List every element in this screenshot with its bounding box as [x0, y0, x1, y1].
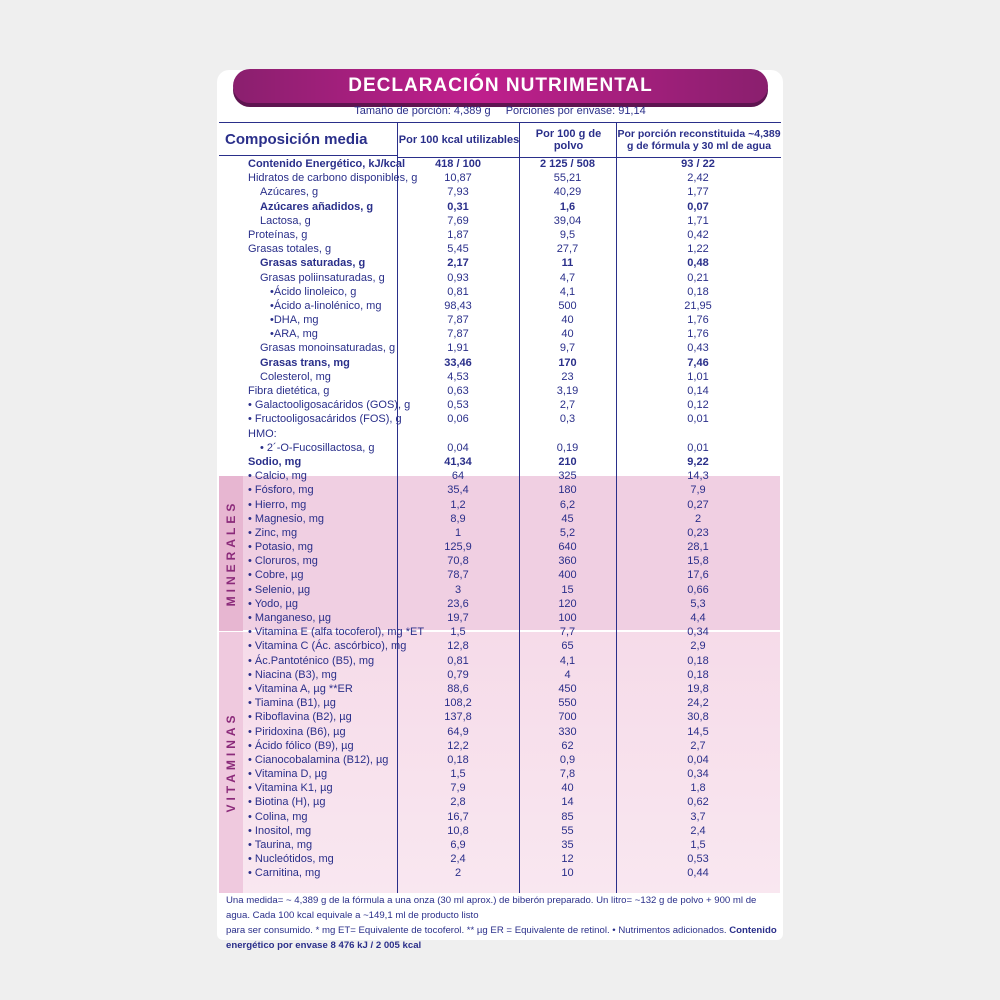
value-per-100g: 0,19 — [556, 441, 579, 454]
nutrient-name: • Vitamina K1, µg — [248, 782, 333, 795]
nutrient-name: • Galactooligosacáridos (GOS), g — [248, 399, 411, 412]
value-per-portion: 1,01 — [687, 370, 709, 383]
value-per-100g: 55 — [561, 824, 574, 837]
value-per-portion: 0,01 — [687, 441, 709, 454]
value-per-portion: 0,04 — [687, 753, 709, 766]
nutrient-name: Colesterol, mg — [260, 370, 331, 383]
vitamins-label: VITAMINAS — [224, 711, 238, 813]
nutrient-name: • Cobre, µg — [248, 569, 304, 582]
table-row — [219, 398, 780, 412]
footer-energy-per-pack: Contenido energético por envase 8 476 kJ / 2 005 kcal — [226, 925, 777, 951]
value-per-100g: 40,29 — [553, 186, 582, 199]
value-per-100kcal: 88,6 — [447, 682, 469, 695]
value-per-portion: 0,48 — [687, 257, 709, 270]
value-per-100kcal: 7,87 — [447, 314, 469, 327]
value-per-100g: 170 — [558, 356, 577, 369]
value-per-100kcal: 0,81 — [447, 654, 469, 667]
table-row — [219, 597, 780, 611]
value-per-portion: 2,4 — [690, 824, 706, 837]
value-per-100kcal: 70,8 — [447, 555, 469, 568]
value-per-100g: 550 — [558, 697, 577, 710]
nutrient-name: • Piridoxina (B6), µg — [248, 725, 346, 738]
value-per-portion: 1,8 — [690, 782, 706, 795]
nutrient-name: Fibra dietética, g — [248, 385, 330, 397]
value-per-100g: 85 — [561, 810, 574, 823]
table-row — [219, 654, 780, 668]
value-per-100kcal: 78,7 — [447, 569, 469, 582]
nutrient-name: Lactosa, g — [260, 214, 311, 227]
nutrient-name: • Fructooligosacáridos (FOS), g — [248, 413, 402, 426]
table-row — [219, 852, 780, 866]
value-per-100g: 4,7 — [559, 271, 576, 284]
value-per-portion: 1,76 — [687, 328, 709, 341]
nutrient-name: Contenido Energético, kJ/kcal — [248, 158, 406, 170]
value-per-portion: 0,34 — [687, 768, 709, 781]
value-per-100kcal: 0,31 — [447, 200, 469, 213]
value-per-100g: 27,7 — [556, 243, 579, 256]
table-row — [219, 611, 780, 625]
value-per-100kcal: 10,87 — [444, 172, 472, 185]
nutrient-name: Grasas monoinsaturadas, g — [260, 342, 396, 355]
value-per-100g: 4,1 — [559, 654, 576, 667]
table-row — [219, 810, 780, 824]
header-composition: Composición media — [219, 122, 397, 156]
value-per-100g: 500 — [558, 299, 577, 312]
value-per-100g: 14 — [561, 796, 574, 809]
value-per-100kcal: 1,5 — [450, 626, 466, 639]
table-row — [219, 512, 780, 526]
value-per-100kcal: 7,69 — [447, 214, 469, 227]
value-per-100g: 360 — [558, 555, 577, 568]
value-per-100g: 55,21 — [553, 172, 582, 185]
nutrient-name: • Niacina (B3), mg — [248, 668, 337, 681]
table-row — [219, 271, 780, 285]
table-row — [219, 200, 780, 214]
value-per-100kcal: 1,91 — [447, 342, 469, 355]
table-row — [219, 356, 780, 370]
value-per-100g: 0,3 — [559, 413, 576, 426]
value-per-100kcal: 98,43 — [444, 299, 472, 312]
value-per-100g: 45 — [561, 512, 574, 525]
value-per-100kcal: 41,34 — [444, 455, 472, 468]
value-per-100g: 210 — [558, 455, 577, 468]
value-per-100g: 700 — [558, 711, 577, 724]
table-row — [219, 327, 780, 341]
table-row — [219, 341, 780, 355]
value-per-portion: 24,2 — [687, 697, 709, 710]
value-per-100g: 40 — [561, 782, 574, 795]
nutrient-name: • Potasio, mg — [248, 541, 313, 554]
value-per-100g: 23 — [561, 370, 574, 383]
table-row — [219, 469, 780, 483]
value-per-portion: 0,53 — [687, 853, 709, 866]
footer-line-2 — [226, 923, 778, 953]
value-per-portion: 5,3 — [690, 597, 706, 610]
nutrition-rows — [219, 157, 780, 881]
value-per-100g: 65 — [561, 640, 574, 653]
value-per-100g: 2 125 / 508 — [539, 158, 596, 170]
nutrient-name: Azúcares añadidos, g — [260, 200, 374, 213]
nutrient-name: HMO: — [248, 427, 277, 440]
value-per-100kcal: 7,9 — [450, 782, 466, 795]
value-per-portion: 2,7 — [690, 739, 706, 752]
table-row — [219, 285, 780, 299]
footer-notes — [226, 893, 778, 953]
value-per-100kcal: 137,8 — [444, 711, 472, 724]
value-per-portion: 3,7 — [690, 810, 706, 823]
nutrient-name: • Zinc, mg — [248, 526, 298, 539]
value-per-100g: 7,7 — [559, 626, 576, 639]
value-per-100kcal: 2,8 — [450, 796, 466, 809]
minerals-label: MINERALES — [224, 499, 238, 607]
value-per-100kcal: 0,53 — [447, 399, 469, 412]
value-per-100kcal: 7,93 — [447, 186, 469, 199]
value-per-100g: 7,8 — [559, 768, 576, 781]
table-row — [219, 498, 780, 512]
value-per-portion: 0,23 — [687, 526, 709, 539]
table-row — [219, 639, 780, 653]
value-per-100kcal: 0,81 — [447, 285, 469, 298]
panel-title: DECLARACIÓN NUTRIMENTAL — [233, 69, 768, 103]
value-per-portion: 14,5 — [687, 725, 709, 738]
value-per-100kcal: 0,63 — [447, 385, 469, 397]
nutrient-name: • Ácido fólico (B9), µg — [248, 739, 354, 752]
value-per-100kcal: 0,18 — [447, 753, 469, 766]
value-per-portion: 0,44 — [687, 867, 709, 880]
table-row — [219, 668, 780, 682]
value-per-100kcal: 1,87 — [447, 228, 469, 241]
nutrient-name: • Hierro, mg — [248, 498, 307, 511]
nutrient-name: Grasas totales, g — [248, 243, 332, 256]
value-per-100g: 11 — [561, 257, 574, 270]
value-per-100kcal: 108,2 — [444, 697, 472, 710]
table-row — [219, 455, 780, 469]
table-row — [219, 185, 780, 199]
value-per-100g: 15 — [561, 583, 574, 596]
nutrient-name: • 2´-O-Fucosillactosa, g — [260, 441, 375, 454]
value-per-100g: 12 — [561, 853, 574, 866]
value-per-100g: 6,2 — [559, 498, 576, 511]
value-per-100kcal: 0,04 — [447, 441, 469, 454]
serving-size: Tamaño de porción: 4,389 g — [354, 105, 491, 117]
table-row — [219, 313, 780, 327]
nutrient-name: • Ác.Pantoténico (B5), mg — [248, 654, 375, 667]
value-per-portion: 28,1 — [687, 541, 709, 554]
value-per-portion: 0,21 — [687, 271, 709, 284]
nutrient-name: Grasas poliinsaturadas, g — [260, 271, 385, 284]
value-per-portion: 17,6 — [687, 569, 709, 582]
value-per-portion: 2 — [694, 512, 702, 525]
nutrient-name: •Ácido a-linolénico, mg — [270, 299, 382, 312]
table-row — [219, 710, 780, 724]
value-per-100kcal: 10,8 — [447, 824, 469, 837]
value-per-portion: 0,18 — [687, 668, 709, 681]
value-per-100kcal: 16,7 — [447, 810, 469, 823]
value-per-portion: 1,77 — [687, 186, 709, 199]
table-row — [219, 370, 780, 384]
value-per-portion: 0,27 — [687, 498, 709, 511]
value-per-portion: 7,46 — [687, 356, 709, 369]
table-row — [219, 781, 780, 795]
value-per-100kcal: 5,45 — [447, 243, 469, 256]
value-per-100kcal: 125,9 — [444, 541, 472, 554]
footer-line-1: Una medida= ~ 4,389 g de la fórmula a una onza (30 ml aprox.) de biberón preparado. Un litro= ~132 g de polvo + 900 ml de agua. Cada 100 kcal equivale a ~149,1 ml de producto listo — [226, 895, 757, 921]
nutrient-name: • Tiamina (B1), µg — [248, 697, 336, 710]
table-row — [219, 824, 780, 838]
value-per-100g: 40 — [561, 328, 574, 341]
value-per-100kcal: 64,9 — [447, 725, 469, 738]
nutrient-name: • Calcio, mg — [248, 470, 307, 483]
value-per-100g: 35 — [561, 839, 574, 851]
value-per-portion: 93 / 22 — [681, 158, 715, 170]
value-per-portion: 21,95 — [684, 299, 712, 312]
value-per-100kcal: 1,2 — [450, 498, 466, 511]
value-per-100g: 10 — [561, 867, 574, 880]
value-per-100kcal: 2,17 — [447, 257, 469, 270]
value-per-100kcal: 12,2 — [447, 739, 469, 752]
value-per-100g: 640 — [558, 541, 577, 554]
header-per-100g: Por 100 g de polvo — [519, 122, 617, 158]
table-row — [219, 256, 780, 270]
nutrient-name: • Vitamina A, µg **ER — [248, 682, 353, 695]
value-per-100kcal: 418 / 100 — [435, 158, 481, 170]
nutrient-name: •DHA, mg — [270, 314, 319, 327]
value-per-100g: 325 — [558, 470, 577, 483]
table-row — [219, 625, 780, 639]
value-per-100g: 2,7 — [559, 399, 576, 412]
value-per-100g: 39,04 — [553, 214, 582, 227]
value-per-portion: 1,5 — [690, 839, 706, 851]
value-per-portion: 0,18 — [687, 654, 709, 667]
value-per-portion: 30,8 — [687, 711, 709, 724]
header-per-100kcal: Por 100 kcal utilizables — [397, 122, 520, 158]
value-per-100kcal: 3 — [454, 583, 462, 596]
nutrient-name: Grasas trans, mg — [260, 356, 350, 369]
value-per-100kcal: 23,6 — [447, 597, 469, 610]
value-per-100g: 0,9 — [559, 753, 576, 766]
value-per-100kcal: 1 — [454, 526, 462, 539]
table-row — [219, 441, 780, 455]
nutrient-name: • Selenio, µg — [248, 583, 311, 596]
value-per-100kcal: 2 — [454, 867, 462, 880]
nutrient-name: • Biotina (H), µg — [248, 796, 326, 809]
value-per-portion: 0,18 — [687, 285, 709, 298]
value-per-portion: 19,8 — [687, 682, 709, 695]
table-row — [219, 725, 780, 739]
nutrient-name: • Magnesio, mg — [248, 512, 324, 525]
nutrient-name: • Vitamina E (alfa tocoferol), mg *ET — [248, 626, 425, 639]
value-per-portion: 0,12 — [687, 399, 709, 412]
value-per-100g: 330 — [558, 725, 577, 738]
nutrient-name: • Cianocobalamina (B12), µg — [248, 753, 389, 766]
table-row — [219, 171, 780, 185]
table-row — [219, 526, 780, 540]
value-per-100kcal: 0,93 — [447, 271, 469, 284]
table-row — [219, 568, 780, 582]
nutrient-name: • Riboflavina (B2), µg — [248, 711, 352, 724]
nutrient-name: Proteínas, g — [248, 228, 308, 241]
nutrient-name: • Carnitina, mg — [248, 867, 321, 880]
nutrient-name: • Inositol, mg — [248, 824, 312, 837]
table-row — [219, 157, 780, 171]
value-per-portion: 0,42 — [687, 228, 709, 241]
value-per-100kcal: 0,06 — [447, 413, 469, 426]
value-per-portion: 9,22 — [687, 455, 709, 468]
value-per-portion: 7,9 — [690, 484, 706, 497]
value-per-100kcal: 7,87 — [447, 328, 469, 341]
header-per-portion: Por porción reconstituida ~4,389 g de fórmula y 30 ml de agua — [616, 122, 781, 158]
nutrient-name: •ARA, mg — [270, 328, 318, 341]
value-per-portion: 0,43 — [687, 342, 709, 355]
value-per-100g: 9,5 — [559, 228, 576, 241]
table-row — [219, 767, 780, 781]
table-row — [219, 228, 780, 242]
value-per-100g: 9,7 — [559, 342, 576, 355]
nutrient-name: • Yodo, µg — [248, 597, 298, 610]
value-per-100g: 40 — [561, 314, 574, 327]
nutrient-name: • Vitamina C (Ác. ascórbico), mg — [248, 640, 407, 653]
value-per-100kcal: 12,8 — [447, 640, 469, 653]
nutrient-name: Hidratos de carbono disponibles, g — [248, 172, 418, 185]
table-row — [219, 299, 780, 313]
value-per-100g: 180 — [558, 484, 577, 497]
table-row — [219, 540, 780, 554]
value-per-100g: 1,6 — [559, 200, 576, 213]
table-row — [219, 384, 780, 398]
table-row — [219, 214, 780, 228]
value-per-portion: 1,76 — [687, 314, 709, 327]
table-row — [219, 554, 780, 568]
value-per-100kcal: 35,4 — [447, 484, 469, 497]
value-per-portion: 0,07 — [687, 200, 709, 213]
table-row — [219, 427, 780, 441]
value-per-100kcal: 33,46 — [444, 356, 472, 369]
table-row — [219, 583, 780, 597]
table-row — [219, 483, 780, 497]
value-per-portion: 15,8 — [687, 555, 709, 568]
nutrient-name: • Cloruros, mg — [248, 555, 318, 568]
value-per-100g: 4 — [564, 668, 571, 681]
value-per-100g: 3,19 — [556, 385, 579, 397]
table-row — [219, 838, 780, 852]
value-per-100kcal: 1,5 — [450, 768, 466, 781]
nutrient-name: • Nucleótidos, mg — [248, 853, 334, 866]
nutrient-name: •Ácido linoleico, g — [270, 285, 357, 298]
value-per-100kcal: 4,53 — [447, 370, 469, 383]
table-row — [219, 753, 780, 767]
value-per-100kcal: 19,7 — [447, 612, 469, 624]
value-per-portion: 0,34 — [687, 626, 709, 639]
value-per-100g: 120 — [558, 597, 577, 610]
nutrient-name: • Colina, mg — [248, 810, 308, 823]
value-per-portion: 2,9 — [690, 640, 706, 653]
value-per-100kcal: 64 — [451, 470, 465, 483]
table-row — [219, 682, 780, 696]
value-per-100kcal: 2,4 — [450, 853, 466, 866]
nutrient-name: • Manganeso, µg — [248, 612, 331, 624]
table-row — [219, 412, 780, 426]
nutrient-name: • Fósforo, mg — [248, 484, 314, 497]
value-per-portion: 2,42 — [687, 172, 709, 185]
value-per-100g: 4,1 — [559, 285, 576, 298]
value-per-100g: 5,2 — [559, 526, 576, 539]
value-per-portion: 1,71 — [687, 214, 709, 227]
value-per-100g: 450 — [558, 682, 577, 695]
nutrient-name: • Vitamina D, µg — [248, 768, 328, 781]
value-per-100kcal: 0,79 — [447, 668, 469, 681]
value-per-portion: 14,3 — [687, 470, 709, 483]
value-per-portion: 4,4 — [690, 612, 706, 624]
value-per-100g: 62 — [561, 739, 574, 752]
nutrient-name: Azúcares, g — [260, 186, 319, 199]
value-per-portion: 0,66 — [687, 583, 709, 596]
nutrient-name: • Taurina, mg — [248, 839, 313, 851]
nutrient-name: Grasas saturadas, g — [260, 257, 366, 270]
value-per-100g: 400 — [558, 569, 577, 582]
table-row — [219, 242, 780, 256]
value-per-100kcal: 6,9 — [450, 839, 466, 851]
table-row — [219, 795, 780, 809]
footer-line-2-notes: para ser consumido. * mg ET= Equivalente de tocoferol. ** µg ER = Equivalente de retinol. • Nutrimentos adicionados. — [226, 925, 727, 936]
serving-info — [220, 105, 780, 117]
table-row — [219, 696, 780, 710]
value-per-portion: 0,14 — [687, 385, 709, 397]
portions-per-pack: Porciones por envase: 91,14 — [505, 105, 646, 117]
nutrient-name: Sodio, mg — [248, 455, 302, 468]
value-per-100g: 100 — [558, 612, 577, 624]
value-per-100kcal: 8,9 — [450, 512, 466, 525]
table-row — [219, 866, 780, 880]
value-per-portion: 0,62 — [687, 796, 709, 809]
value-per-portion: 1,22 — [687, 243, 709, 256]
table-row — [219, 739, 780, 753]
value-per-portion: 0,01 — [687, 413, 709, 426]
